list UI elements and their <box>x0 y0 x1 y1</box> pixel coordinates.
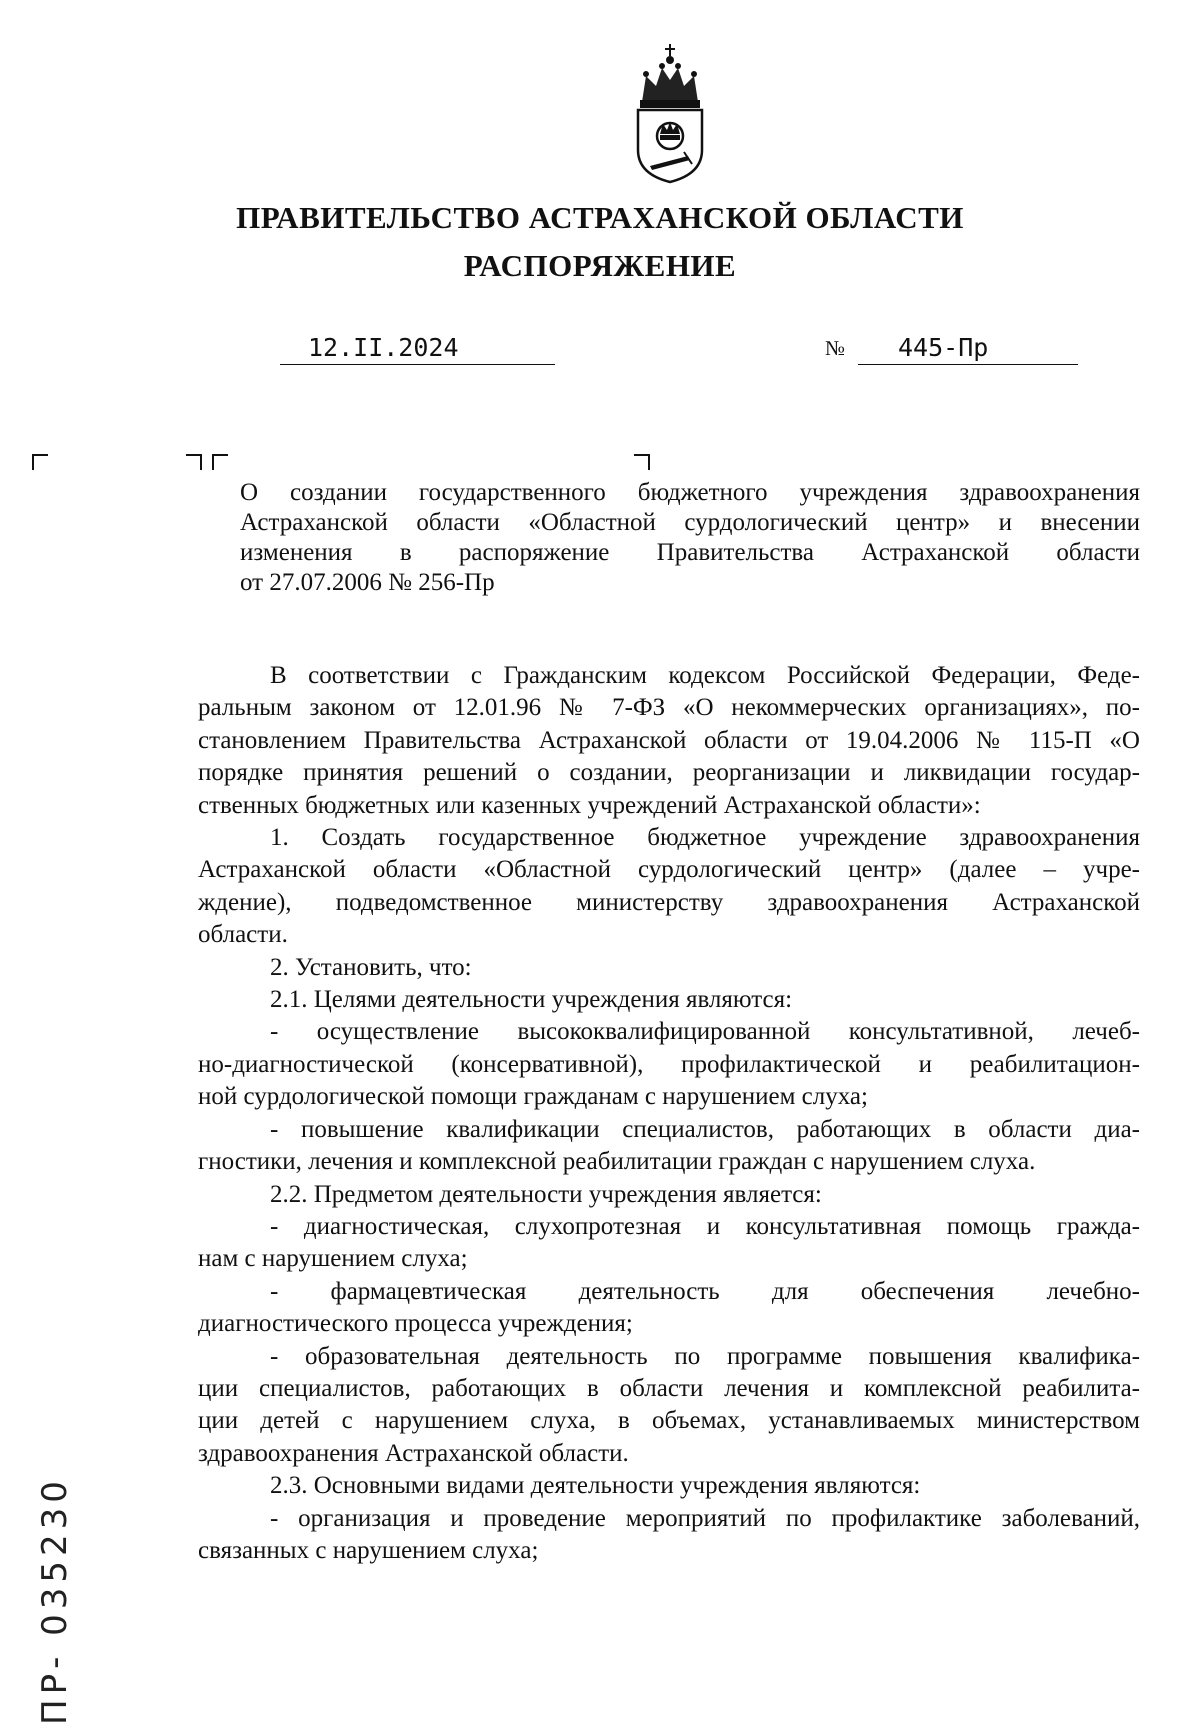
document-body <box>198 660 1140 1567</box>
subject-line: от 27.07.2006 № 256-Пр <box>240 569 495 596</box>
number-field <box>858 330 1078 365</box>
registration-stamp <box>10 1476 100 1725</box>
corner-mark-left <box>32 454 48 470</box>
body-line: 2.3. Основными видами деятельности учреждения являются: <box>270 1472 921 1500</box>
body-line: становлением Правительства Астраханской области от 19.04.2006 № 115-П «О <box>198 726 1140 754</box>
body-line: - повышение квалификации специалистов, работающих в области диа- <box>270 1115 1140 1143</box>
body-line: ции специалистов, работающих в области лечения и комплексной реабилита- <box>198 1374 1140 1402</box>
body-line: В соответствии с Гражданским кодексом Российской Федерации, Феде- <box>270 662 1140 689</box>
body-line: нам с нарушением слуха; <box>198 1245 468 1273</box>
body-line: ственных бюджетных или казенных учреждений Астраханской области»: <box>198 791 981 819</box>
date-field <box>280 330 555 365</box>
number-sign: № <box>825 336 846 360</box>
body-line: - организация и проведение мероприятий по профилактике заболеваний, <box>270 1504 1140 1532</box>
body-line: но-диагностической (консервативной), профилактической и реабилитацион- <box>198 1050 1140 1078</box>
document-type: РАСПОРЯЖЕНИЕ <box>463 248 737 283</box>
document-date: 12.II.2024 <box>308 333 459 362</box>
body-line: 2.1. Целями деятельности учреждения являются: <box>270 986 793 1014</box>
subject-line: Астраханской области «Областной сурдологический центр» и внесении <box>240 509 1140 536</box>
body-line: ральным законом от 12.01.96 № 7-ФЗ «О некоммерческих организациях», по- <box>198 694 1140 722</box>
body-line: ции детей с нарушением слуха, в объемах, устанавливаемых министерством <box>198 1407 1140 1435</box>
corner-mark-subject-end <box>634 454 650 470</box>
subject-line: О создании государственного бюджетного учреждения здравоохранения <box>240 479 1140 506</box>
body-line: гностики, лечения и комплексной реабилитации граждан с нарушением слуха. <box>198 1148 1036 1176</box>
body-line: - диагностическая, слухопротезная и консультативная помощь гражда- <box>270 1212 1140 1240</box>
corner-mark-subject-start <box>212 454 228 470</box>
body-line: - образовательная деятельность по программе повышения квалифика- <box>270 1342 1140 1370</box>
body-line: области. <box>198 921 288 949</box>
body-line: порядке принятия решений о создании, реорганизации и ликвидации государ- <box>198 759 1140 787</box>
body-line: - фармацевтическая деятельность для обеспечения лечебно- <box>270 1277 1140 1305</box>
body-line: 1. Создать государственное бюджетное учреждение здравоохранения <box>270 824 1140 852</box>
registration-number: ПР- 035230 <box>35 1476 75 1725</box>
body-line: ждение), подведомственное министерству здравоохранения Астраханской <box>198 888 1140 916</box>
body-line: - осуществление высококвалифицированной консультативной, лечеб- <box>270 1018 1140 1046</box>
body-line: 2. Установить, что: <box>270 953 472 981</box>
subject-line: изменения в распоряжение Правительства Астраханской области <box>240 539 1140 566</box>
body-line: Астраханской области «Областной сурдологический центр» (далее – учре- <box>198 856 1140 884</box>
body-line: диагностического процесса учреждения; <box>198 1310 633 1338</box>
corner-mark-left-inner <box>186 454 202 470</box>
body-line: ной сурдологической помощи гражданам с нарушением слуха; <box>198 1083 868 1111</box>
coat-of-arms-emblem <box>632 42 708 184</box>
body-line: здравоохранения Астраханской области. <box>198 1439 629 1467</box>
body-line: связанных с нарушением слуха; <box>198 1536 539 1564</box>
document-subject <box>240 478 1140 598</box>
document-number: 445-Пр <box>898 333 989 362</box>
government-title: ПРАВИТЕЛЬСТВО АСТРАХАНСКОЙ ОБЛАСТИ <box>236 200 964 235</box>
body-line: 2.2. Предметом деятельности учреждения является: <box>270 1180 822 1208</box>
